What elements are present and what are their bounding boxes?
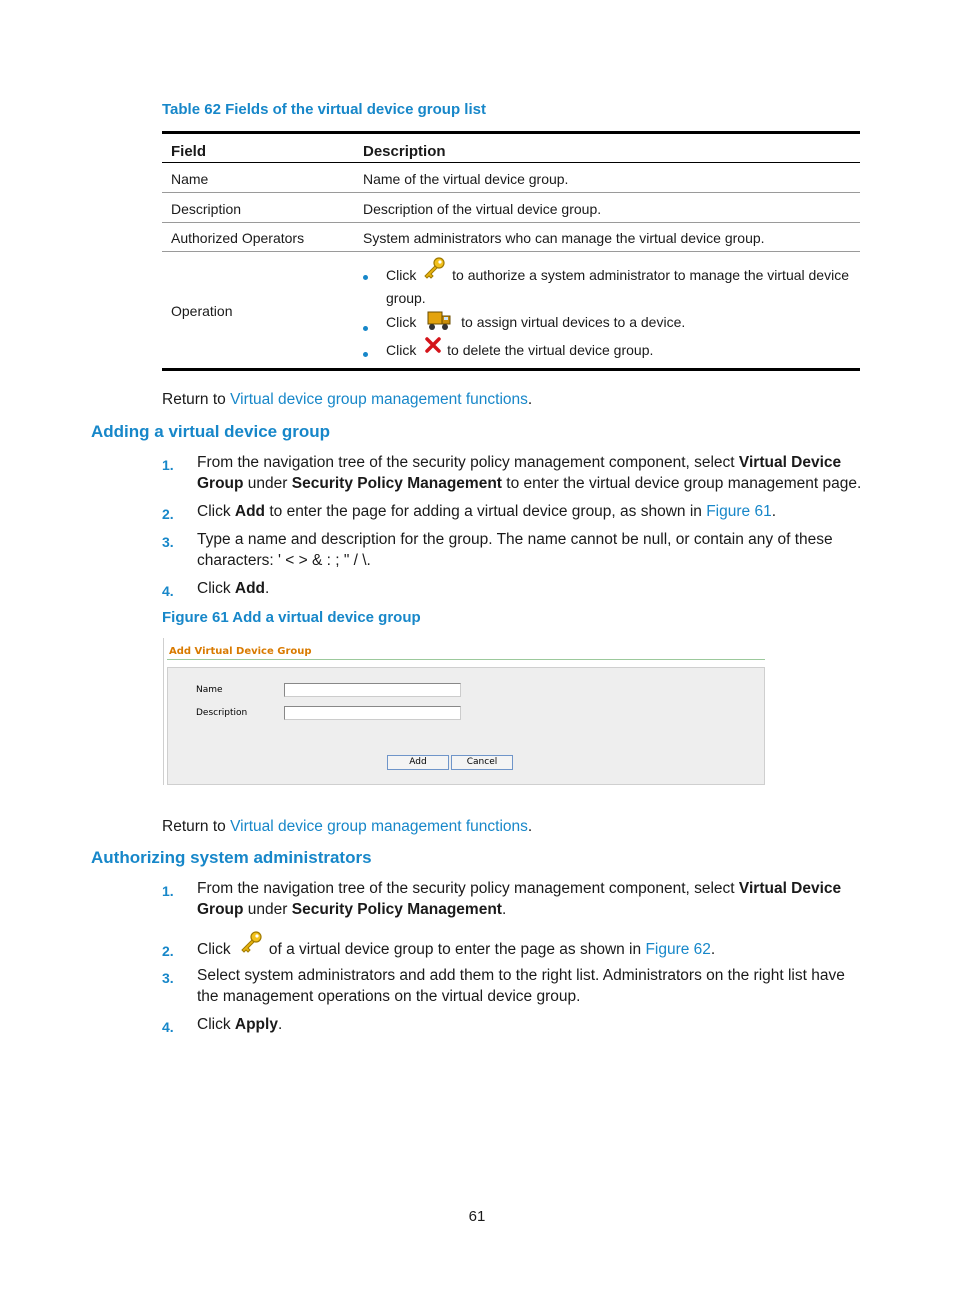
return-period: . [527,818,533,835]
figure-caption: Figure 61 Add a virtual device group [162,609,421,626]
section-heading-authorizing: Authorizing system administrators [91,848,372,867]
step-number: 1. [162,457,174,473]
return-link[interactable]: Virtual device group management functions [230,818,528,835]
return-line [162,816,532,837]
step-number: 4. [162,1019,174,1035]
step [162,501,872,522]
step-text: From the navigation tree of the security policy management component, select Virtual Device Group under Security Policy Management to enter the virtual device group management page. [197,454,862,492]
step-text: Type a name and description for the group. The name cannot be null, or contain any of these characters: ' < > & : ; " / \. [197,531,833,569]
table-bottom-rule [162,368,860,371]
return-text: Return to [162,391,231,408]
form-panel [167,667,765,785]
bullet-dot [363,275,368,280]
step [162,529,872,571]
cell-description: System administrators who can manage the virtual device group. [363,230,765,246]
step-text: Click Add. [197,580,270,597]
bullet-dot [363,352,368,357]
figure-61-link[interactable]: Figure 61 [706,503,772,520]
operation-bullet [363,340,853,364]
step-text: Click Apply. [197,1016,283,1033]
table-row-operation [162,252,860,368]
step [162,965,872,1007]
table-row [162,163,860,193]
page-number: 61 [468,1208,486,1225]
name-label: Name [196,685,223,695]
fields-table [162,131,860,371]
step-number: 3. [162,534,174,550]
delete-x-icon [424,336,442,354]
return-link[interactable]: Virtual device group management functions [230,391,528,408]
step-text: From the navigation tree of the security policy management component, select Virtual Device Group under Security Policy Management. [197,880,842,918]
key-icon [422,256,446,280]
steps-authorizing [162,878,882,1038]
cell-description: Description of the virtual device group. [363,201,602,217]
header-field: Field [171,143,207,160]
table-row [162,223,860,252]
step-text: Click of a virtual device group to enter the page as shown in Figure 62. [197,930,869,954]
description-input[interactable] [284,706,461,720]
return-text: Return to [162,818,231,835]
operation-bullet [363,256,853,306]
table-row [162,193,860,223]
add-group-figure [163,638,765,785]
step-number: 4. [162,583,174,599]
return-line [162,389,532,410]
bullet-post: to authorize a system administrator to manage the virtual device group. [386,266,849,306]
figure-62-link[interactable]: Figure 62 [645,941,711,959]
cell-field: Operation [171,303,233,319]
table-caption: Table 62 Fields of the virtual device group list [162,101,486,118]
bullet-dot [363,326,368,331]
cell-description: Name of the virtual device group. [363,171,569,187]
step-number: 2. [162,943,174,959]
step [162,578,872,599]
table-header-row [162,134,860,163]
key-icon [239,930,263,954]
cell-field: Name [171,171,209,187]
cell-field: Description [171,201,242,217]
bullet-pre: Click [386,313,417,330]
form-title-rule [167,659,765,660]
step [162,930,872,960]
bullet-post: to assign virtual devices to a device. [461,313,686,330]
description-label: Description [196,708,248,718]
bullet-pre: Click [386,266,417,283]
cell-field: Authorized Operators [171,230,305,246]
form-title: Add Virtual Device Group [169,646,312,657]
step-text: Click Add to enter the page for adding a virtual device group, as shown in Figure 61. [197,503,776,520]
cancel-button[interactable]: Cancel [451,755,513,770]
add-button[interactable]: Add [387,755,449,770]
header-description: Description [363,143,446,160]
step-number: 1. [162,883,174,899]
return-period: . [527,391,533,408]
step [162,452,872,494]
figure-left-border [163,638,164,785]
step-number: 3. [162,970,174,986]
truck-icon [426,310,452,332]
step [162,878,872,920]
step-number: 2. [162,506,174,522]
step [162,1014,872,1035]
step-text: Select system administrators and add them to the right list. Administrators on the right list have the management operations on the virtual device group. [197,967,845,1005]
operation-bullet [363,310,853,336]
name-input[interactable] [284,683,461,697]
bullet-post: to delete the virtual device group. [447,342,654,358]
steps-adding [162,452,882,602]
bullet-pre: Click [386,342,417,358]
section-heading-adding: Adding a virtual device group [91,422,330,441]
